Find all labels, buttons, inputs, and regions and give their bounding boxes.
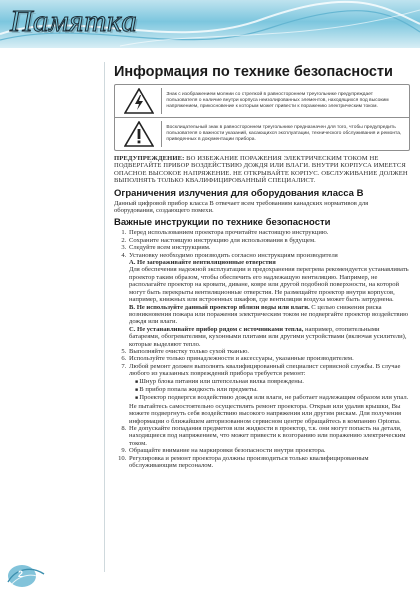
heat-text: например, отопительными батареями, обогревателями, кухонными плитами или другими устройствами (включая усилители), которые выделяют тепло. [129, 325, 407, 348]
list-item-text: Установку необходимо производить согласно инструкциям производителя [129, 251, 338, 259]
page-swirl-icon [6, 560, 46, 590]
instructions-list-b [114, 348, 410, 425]
caution-label: ПРЕДУПРЕЖДЕНИЕ: [114, 155, 185, 162]
ventilation-block [129, 259, 410, 303]
caution-paragraph [114, 155, 410, 185]
section-title: Информация по технике безопасности [114, 64, 393, 80]
instructions-list-c [114, 425, 410, 469]
damage-bullet: ■ В прибор попала жидкость или предметы. [129, 386, 410, 394]
damage-bullet: ■ Шнур блока питания или штепсельная вилка повреждены. [129, 378, 410, 386]
list-item: 10. Регулировка и ремонт проектора должны производиться только квалифицированным обслуживающим персоналом. [128, 455, 410, 470]
warning-box [114, 84, 410, 151]
page-number-badge [6, 560, 46, 590]
page-content [114, 64, 410, 469]
warning-text-lightning: Знак с изображением молнии со стрелкой в равностороннем треугольнике предупреждает пользователя о наличие внутри корпуса неизолированных элементов, находящихся под высоким напряжением, прикосновение к которым может привести к поражению электрическим током. [166, 92, 389, 109]
list-item [128, 252, 410, 348]
list-item: 2. Сохраните настоящую инструкцию для использования в будущем. [128, 237, 410, 244]
ventilation-title: A. Не загораживайте вентиляционные отверстия [129, 259, 276, 267]
exclamation-triangle-icon [119, 121, 159, 147]
header-title: Памятка [10, 3, 138, 38]
repair-note: Не пытайтесь самостоятельно осуществлять ремонт проектора. Открыв или удалив крышки, Вы можете подвергнуть себя воздействию высокого напряжения или другим рискам. Для получения информации о ближайшем авторизованном сервисном центре обращайтесь в компанию Optoma. [129, 402, 402, 425]
list-item: 8. Не допускайте попадания предметов или жидкости в проектор, т.к. они могут попасть на детали, находящиеся под напряжением, что может привести к возгоранию или поражению электрическим током. [128, 425, 410, 447]
left-rule [104, 62, 105, 572]
water-text: С целью снижения риска возникновения пожара или поражения электрическим током не подвергайте проектор воздействию дождя или влаги. [129, 303, 408, 326]
list-item [128, 363, 410, 425]
warning-row-exclamation [115, 117, 409, 150]
emission-title: Ограничения излучения для оборудования класса B [114, 187, 364, 199]
list-item: 6. Используйте только принадлежности и аксессуары, указанные производителем. [128, 355, 410, 362]
list-item-text: Любой ремонт должен выполнять квалифицированный специалист сервисной службы. В случае любого из указанных повреждений прибора требуется ремонт: [129, 362, 401, 378]
instructions-title: Важные инструкции по технике безопасности [114, 217, 331, 229]
water-title: B. Не используйте данный проектор вблизи воды или влаги. [129, 303, 310, 311]
page-number: 2 [18, 569, 24, 579]
list-item: 1. Перед использованием проектора прочитайте настоящую инструкцию. [128, 229, 410, 236]
warning-row-lightning [115, 85, 409, 117]
caution-text: ВО ИЗБЕЖАНИЕ ПОРАЖЕНИЯ ЭЛЕКТРИЧЕСКИМ ТОКОМ НЕ ПОДВЕРГАЙТЕ ПРИБОР ВОЗДЕЙСТВИЮ ДОЖДЯ ИЛИ ВЛАГИ. ВНУТРИ КОРПУСА ИМЕЕТСЯ ОПАСНОЕ ВЫСОКОЕ НАПРЯЖЕНИЕ. НЕ ОТКРЫВАЙТЕ КОРПУС. ОБСЛУЖИВАНИЕ ДОЛЖЕН ВЫПОЛНЯТЬ ТОЛЬКО КВАЛИФИЦИРОВАННЫЙ СПЕЦИАЛИСТ. [114, 155, 408, 185]
lightning-triangle-icon [119, 88, 159, 114]
damage-bullet: ■ Проектор подвергся воздействию дождя или влаги, не работает надлежащим образом или упал. [129, 394, 410, 402]
list-item: 9. Обращайте внимание на маркировки безопасности внутри проектора. [128, 447, 410, 454]
list-item: 5. Выполняйте очистку только сухой тканью. [128, 348, 410, 355]
page-header [0, 0, 420, 48]
list-item: 3. Следуйте всем инструкциям. [128, 244, 410, 251]
heat-title: C. Не устанавливайте прибор рядом с источниками тепла, [129, 325, 304, 333]
emission-text: Данный цифровой прибор класса B отвечает всем требованиям канадских нормативов для оборудования, создающего помехи. [114, 199, 369, 215]
instructions-list-a [114, 229, 410, 348]
water-block [129, 304, 410, 326]
warning-text-exclamation: Восклицательный знак в равностороннем треугольнике предназначен для того, чтобы предупредить пользователя о важности указаний, касающихся эксплуатации, технического обслуживания и ремонта, приведенных в документации прибора. [166, 125, 402, 142]
heat-block [129, 326, 410, 348]
ventilation-text: Для обеспечения надежной эксплуатации и предохранения перегрева рекомендуется устанавливать проектор таким образом, чтобы обеспечить его надлежащую вентиляцию. Например, не располагайте проектор на кровати, диване, ковре или другой подобной поверхности, на которой могут быть перекрыты вентиляционные отверстия. Не размещайте проектор внутри корпусов, например, книжных или встроенных шкафов, где вентиляция воздуха может быть затруднена. [129, 266, 409, 304]
